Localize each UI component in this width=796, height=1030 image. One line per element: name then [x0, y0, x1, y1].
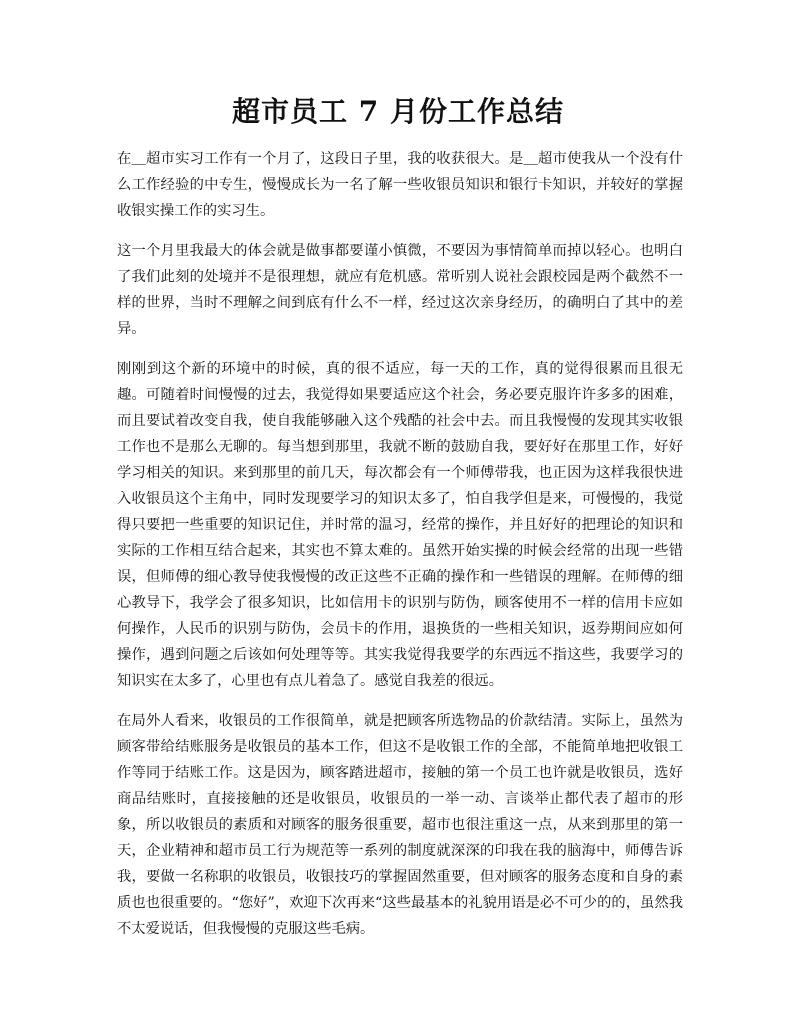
paragraph-2: 这一个月里我最大的体会就是做事都要谨小慎微，不要因为事情简单而掉以轻心。也明白了我们此刻的处境并不是很理想，就应有危机感。常听别人说社会跟校园是两个截然不一样的世界，当时不理解之间到底有什么不一样，经过这次亲身经历，的确明白了其中的差异。: [117, 243, 683, 337]
document-body: [117, 146, 683, 956]
document-title: 超市员工 7 月份工作总结: [232, 95, 564, 128]
paragraph-3: 刚刚到这个新的环境中的时候，真的很不适应，每一天的工作，真的觉得很累而且很无趣。可随着时间慢慢的过去，我觉得如果要适应这个社会，务必要克服许许多多的困难，而且要试着改变自我，使自我能够融入这个残酷的社会中去。而且我慢慢的发现其实收银工作也不是那么无聊的。每当想到那里，我就不断的鼓励自我，要好好在那里工作，好好学习相关的知识。来到那里的前几天，每次都会有一个师傅带我，也正因为这样我很快进入收银员这个主角中，同时发现要学习的知识太多了，怕自我学但是来，可慢慢的，我觉得只要把一些重要的知识记住，并时常的温习，经常的操作，并且好好的把理论的知识和实际的工作相互结合起来，其实也不算太难的。虽然开始实操的时候会经常的出现一些错误，但师傅的细心教导使我慢慢的改正这些不正确的操作和一些错误的理解。在师傅的细心教导下，我学会了很多知识，比如信用卡的识别与防伪，顾客使用不一样的信用卡应如何操作，人民币的识别与防伪，会员卡的作用，退换货的一些相关知识，返券期间应如何操作，遇到问题之后该如何处理等等。其实我觉得我要学的东西远不指这些，我要学习的知识实在太多了，心里也有点儿着急了。感觉自我差的很远。: [117, 361, 683, 689]
paragraph-4: 在局外人看来，收银员的工作很简单，就是把顾客所选物品的价款结清。实际上，虽然为顾客带给结账服务是收银员的基本工作，但这不是收银工作的全部，不能简单地把收银工作等同于结账工作。这是因为，顾客踏进超市，接触的第一个员工也许就是收银员，选好商品结账时，直接接触的还是收银员，收银员的一举一动、言谈举止都代表了超市的形象，所以收银员的素质和对顾客的服务很重要，超市也很注重这一点，从来到那里的第一天，企业精神和超市员工行为规范等一系列的制度就深深的印我在我的脑海中，师傅告诉我，要做一名称职的收银员，收银技巧的掌握固然重要，但对顾客的服务态度和自身的素质也也很重要的。“您好”，欢迎下次再来“这些最基本的礼貌用语是必不可少的的，虽然我不太爱说话，但我慢慢的克服这些毛病。: [117, 713, 683, 937]
paragraph-1: 在＿超市实习工作有一个月了，这段日子里，我的收获很大。是＿超市使我从一个没有什么工作经验的中专生，慢慢成长为一名了解一些收银员知识和银行卡知识，并较好的掌握收银实操工作的实习生。: [117, 151, 683, 219]
